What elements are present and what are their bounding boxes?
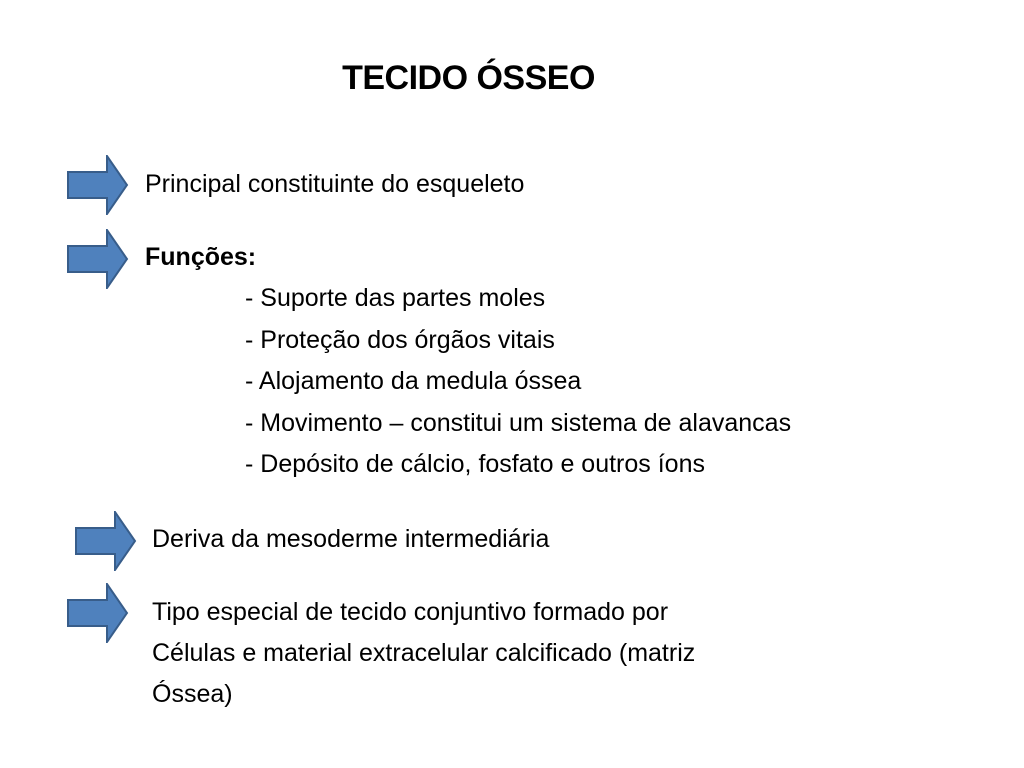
right-arrow-icon [67, 229, 129, 289]
slide-title: TECIDO ÓSSEO [342, 59, 595, 97]
function-item: - Proteção dos órgãos vitais [245, 325, 555, 354]
right-arrow-icon [75, 511, 137, 571]
function-item: - Alojamento da medula óssea [245, 367, 582, 395]
bullet-origin: Deriva da mesoderme intermediária [152, 525, 550, 553]
function-item: - Suporte das partes moles [245, 284, 546, 312]
paragraph-line: Óssea) [152, 680, 233, 708]
paragraph-line: Células e material extracelular calcificado (matriz [152, 639, 696, 667]
bullet-tissue-type [152, 592, 695, 715]
function-item: - Movimento – constitui um sistema de alavancas [245, 408, 792, 437]
functions-heading: Funções: [145, 243, 257, 271]
paragraph-line: Tipo especial de tecido conjuntivo formado por [152, 598, 669, 626]
functions-list [245, 278, 791, 486]
function-item: - Depósito de cálcio, fosfato e outros íons [245, 450, 705, 478]
right-arrow-icon [67, 583, 129, 643]
right-arrow-icon [67, 155, 129, 215]
bullet-constituent: Principal constituinte do esqueleto [145, 170, 525, 198]
